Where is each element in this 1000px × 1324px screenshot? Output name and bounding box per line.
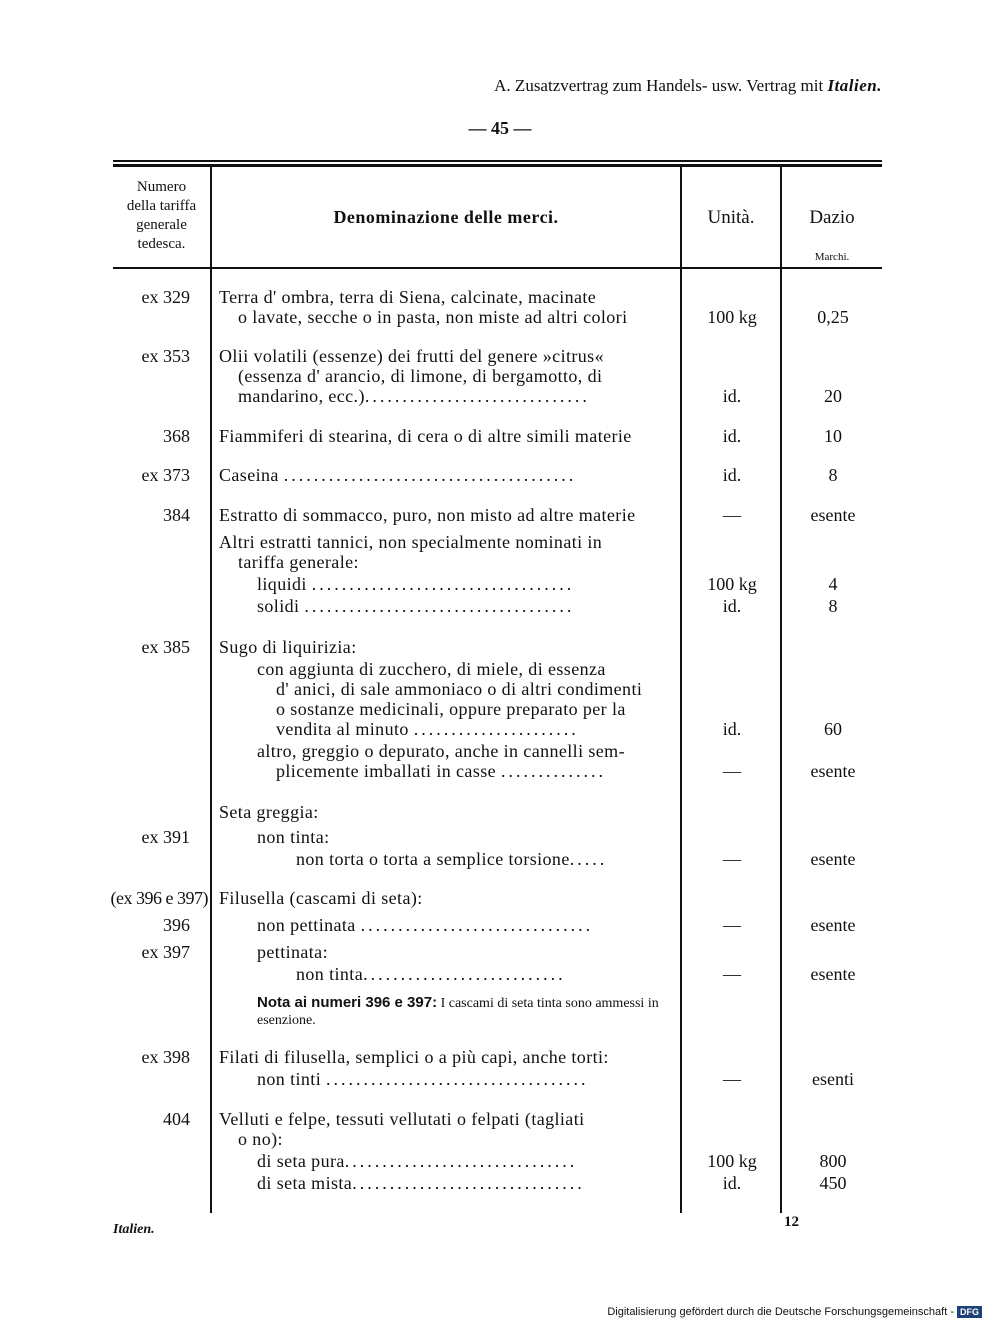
tariff-number: 384 <box>163 505 190 525</box>
dot-leader: ............................... <box>344 1151 578 1171</box>
duty-value: 0,25 <box>817 307 849 327</box>
dot-leader: ............................... <box>352 1173 585 1193</box>
goods-description-line: Filati di filusella, semplici o a più capi, anche torti: <box>219 1047 609 1067</box>
goods-description-line: (essenza d' arancio, di limone, di bergamotto, di <box>238 366 603 386</box>
duty-value: 800 <box>819 1151 847 1171</box>
duty-value: 20 <box>824 386 842 406</box>
goods-description-text: non torta o torta a semplice torsione <box>296 849 570 869</box>
goods-description-line: Altri estratti tannici, non specialmente nominati in <box>219 532 603 552</box>
duty-value: esente <box>810 964 856 984</box>
footer-country-signature: Italien. <box>113 1222 155 1237</box>
unit-value: id. <box>722 596 742 616</box>
goods-description-line <box>257 1151 577 1172</box>
unit-value: id. <box>722 1173 742 1193</box>
tariff-number: (ex 396 e 397) <box>110 888 208 908</box>
unit-value: — <box>723 505 741 525</box>
goods-description-line: Olii volatili (essenze) dei frutti del genere »citrus« <box>219 346 604 366</box>
dot-leader: ................................... <box>311 574 575 594</box>
duty-value: esente <box>810 761 856 781</box>
goods-description-text: non pettinata <box>257 915 356 935</box>
unit-value: 100 kg <box>707 1151 757 1171</box>
header-tariff-line: della tariffa <box>126 198 197 214</box>
goods-description-line: non tinta: <box>257 827 330 847</box>
goods-description-text: liquidi <box>257 574 307 594</box>
column-divider-1 <box>210 167 212 1213</box>
goods-description-line: pettinata: <box>257 942 328 962</box>
header-unit: Unità. <box>707 207 755 228</box>
header-description: Denominazione delle merci. <box>333 207 559 227</box>
goods-description-line: Fiammiferi di stearina, di cera o di altre simili materie <box>219 426 632 446</box>
goods-description-text: non tinti <box>257 1069 322 1089</box>
running-head-country: Italien. <box>827 76 882 95</box>
goods-description-text: di seta pura <box>257 1151 345 1171</box>
goods-description-line <box>296 964 566 985</box>
dot-leader: .............................. <box>364 386 590 406</box>
dot-leader: .............. <box>500 761 606 781</box>
duty-value: esente <box>810 915 856 935</box>
goods-description-text: di seta mista <box>257 1173 353 1193</box>
top-rule-thick <box>113 164 882 167</box>
goods-description-line <box>257 1173 585 1194</box>
goods-description-line <box>257 596 574 617</box>
duty-value: 60 <box>824 719 842 739</box>
goods-description-line <box>276 761 606 782</box>
footnote-label: Nota ai numeri 396 e 397: <box>257 994 438 1011</box>
goods-description-line: tariffa generale: <box>238 552 359 572</box>
dot-leader: ............................... <box>360 915 594 935</box>
dot-leader: .................................... <box>304 596 575 616</box>
footnote-text: I cascami di seta tinta sono ammessi in esenzione. <box>257 996 659 1028</box>
tariff-number: 368 <box>163 426 190 446</box>
goods-description-line: d' anici, di sale ammoniaco o di altri condimenti <box>276 679 643 699</box>
goods-description-line: Velluti e felpe, tessuti vellutati o felpati (tagliati <box>219 1109 585 1129</box>
dfg-logo-icon: DFG <box>957 1306 982 1318</box>
goods-description-text: mandarino, ecc.) <box>238 386 365 406</box>
tariff-number: 404 <box>163 1109 190 1129</box>
dot-leader: ..... <box>569 849 608 869</box>
goods-description-line: Estratto di sommacco, puro, non misto ad altre materie <box>219 505 636 525</box>
header-tariff-line: Numero <box>136 179 187 195</box>
goods-description-text: vendita al minuto <box>276 719 409 739</box>
goods-description-line <box>257 1069 589 1090</box>
duty-value: 10 <box>824 426 842 446</box>
unit-value: — <box>723 761 741 781</box>
tariff-number: ex 353 <box>141 346 190 366</box>
goods-description-line <box>276 719 579 740</box>
header-tariff-number <box>113 178 210 254</box>
goods-description-line <box>219 465 576 486</box>
goods-description-line: Terra d' ombra, terra di Siena, calcinate, macinate <box>219 287 597 307</box>
tariff-number: ex 373 <box>141 465 190 485</box>
header-tariff-line: tedesca. <box>137 236 186 252</box>
page-number: — 45 — <box>468 118 532 138</box>
duty-value: esente <box>810 849 856 869</box>
credit-text: Digitalisierung gefördert durch die Deutsche Forschungsgemeinschaft - <box>607 1306 954 1318</box>
duty-value: esenti <box>812 1069 854 1089</box>
goods-description-line: Sugo di liquirizia: <box>219 637 357 657</box>
tariff-number: ex 385 <box>141 637 190 657</box>
unit-value: 100 kg <box>707 574 757 594</box>
duty-value: 450 <box>819 1173 847 1193</box>
unit-value: — <box>723 1069 741 1089</box>
goods-description-line: Seta greggia: <box>219 802 319 822</box>
duty-value: esente <box>810 505 856 525</box>
unit-value: — <box>723 849 741 869</box>
duty-value: 8 <box>828 596 838 616</box>
unit-value: 100 kg <box>707 307 757 327</box>
dot-leader: ...................... <box>413 719 579 739</box>
goods-description-text: non tinta <box>296 964 364 984</box>
dot-leader: ........................... <box>363 964 566 984</box>
goods-description-line <box>257 574 574 595</box>
running-head <box>494 76 882 96</box>
footer-sheet-mark: 12 <box>784 1214 799 1230</box>
tariff-number: ex 329 <box>141 287 190 307</box>
header-duty-currency: Marchi. <box>814 251 850 263</box>
tariff-number: ex 398 <box>141 1047 190 1067</box>
goods-description-line <box>296 849 607 870</box>
column-divider-2 <box>680 167 682 1213</box>
goods-description-line: o sostanze medicinali, oppure preparato per la <box>276 699 626 719</box>
goods-description-text: solidi <box>257 596 300 616</box>
duty-value: 8 <box>828 465 838 485</box>
goods-description-line <box>257 915 593 936</box>
goods-description-line: Filusella (cascami di seta): <box>219 888 423 908</box>
header-tariff-line: generale <box>136 217 187 233</box>
header-rule <box>113 267 882 269</box>
goods-description-line <box>238 386 590 407</box>
goods-description-line: altro, greggio o depurato, anche in cannelli sem- <box>257 741 625 761</box>
digitization-credit <box>607 1306 982 1318</box>
unit-value: id. <box>722 719 742 739</box>
running-head-prefix: A. Zusatzvertrag zum Handels- usw. Vertrag mit <box>494 76 824 95</box>
unit-value: — <box>723 964 741 984</box>
goods-description-line: o lavate, secche o in pasta, non miste ad altri colori <box>238 307 628 327</box>
header-duty: Dazio <box>809 207 855 228</box>
top-rule-thin <box>113 160 882 162</box>
tariff-number: ex 397 <box>141 942 190 962</box>
goods-description-text: plicemente imballati in casse <box>276 761 497 781</box>
tariff-number: ex 391 <box>141 827 190 847</box>
unit-value: id. <box>722 386 742 406</box>
unit-value: — <box>723 915 741 935</box>
tariff-number: 396 <box>163 915 190 935</box>
unit-value: id. <box>722 465 742 485</box>
dot-leader: ................................... <box>326 1069 589 1089</box>
unit-value: id. <box>722 426 742 446</box>
duty-value: 4 <box>828 574 838 594</box>
dot-leader: ....................................... <box>283 465 577 485</box>
goods-description-line: con aggiunta di zucchero, di miele, di essenza <box>257 659 606 679</box>
goods-description-line: o no): <box>238 1129 283 1149</box>
footnote-nota <box>257 994 675 1029</box>
goods-description-text: Caseina <box>219 465 279 485</box>
